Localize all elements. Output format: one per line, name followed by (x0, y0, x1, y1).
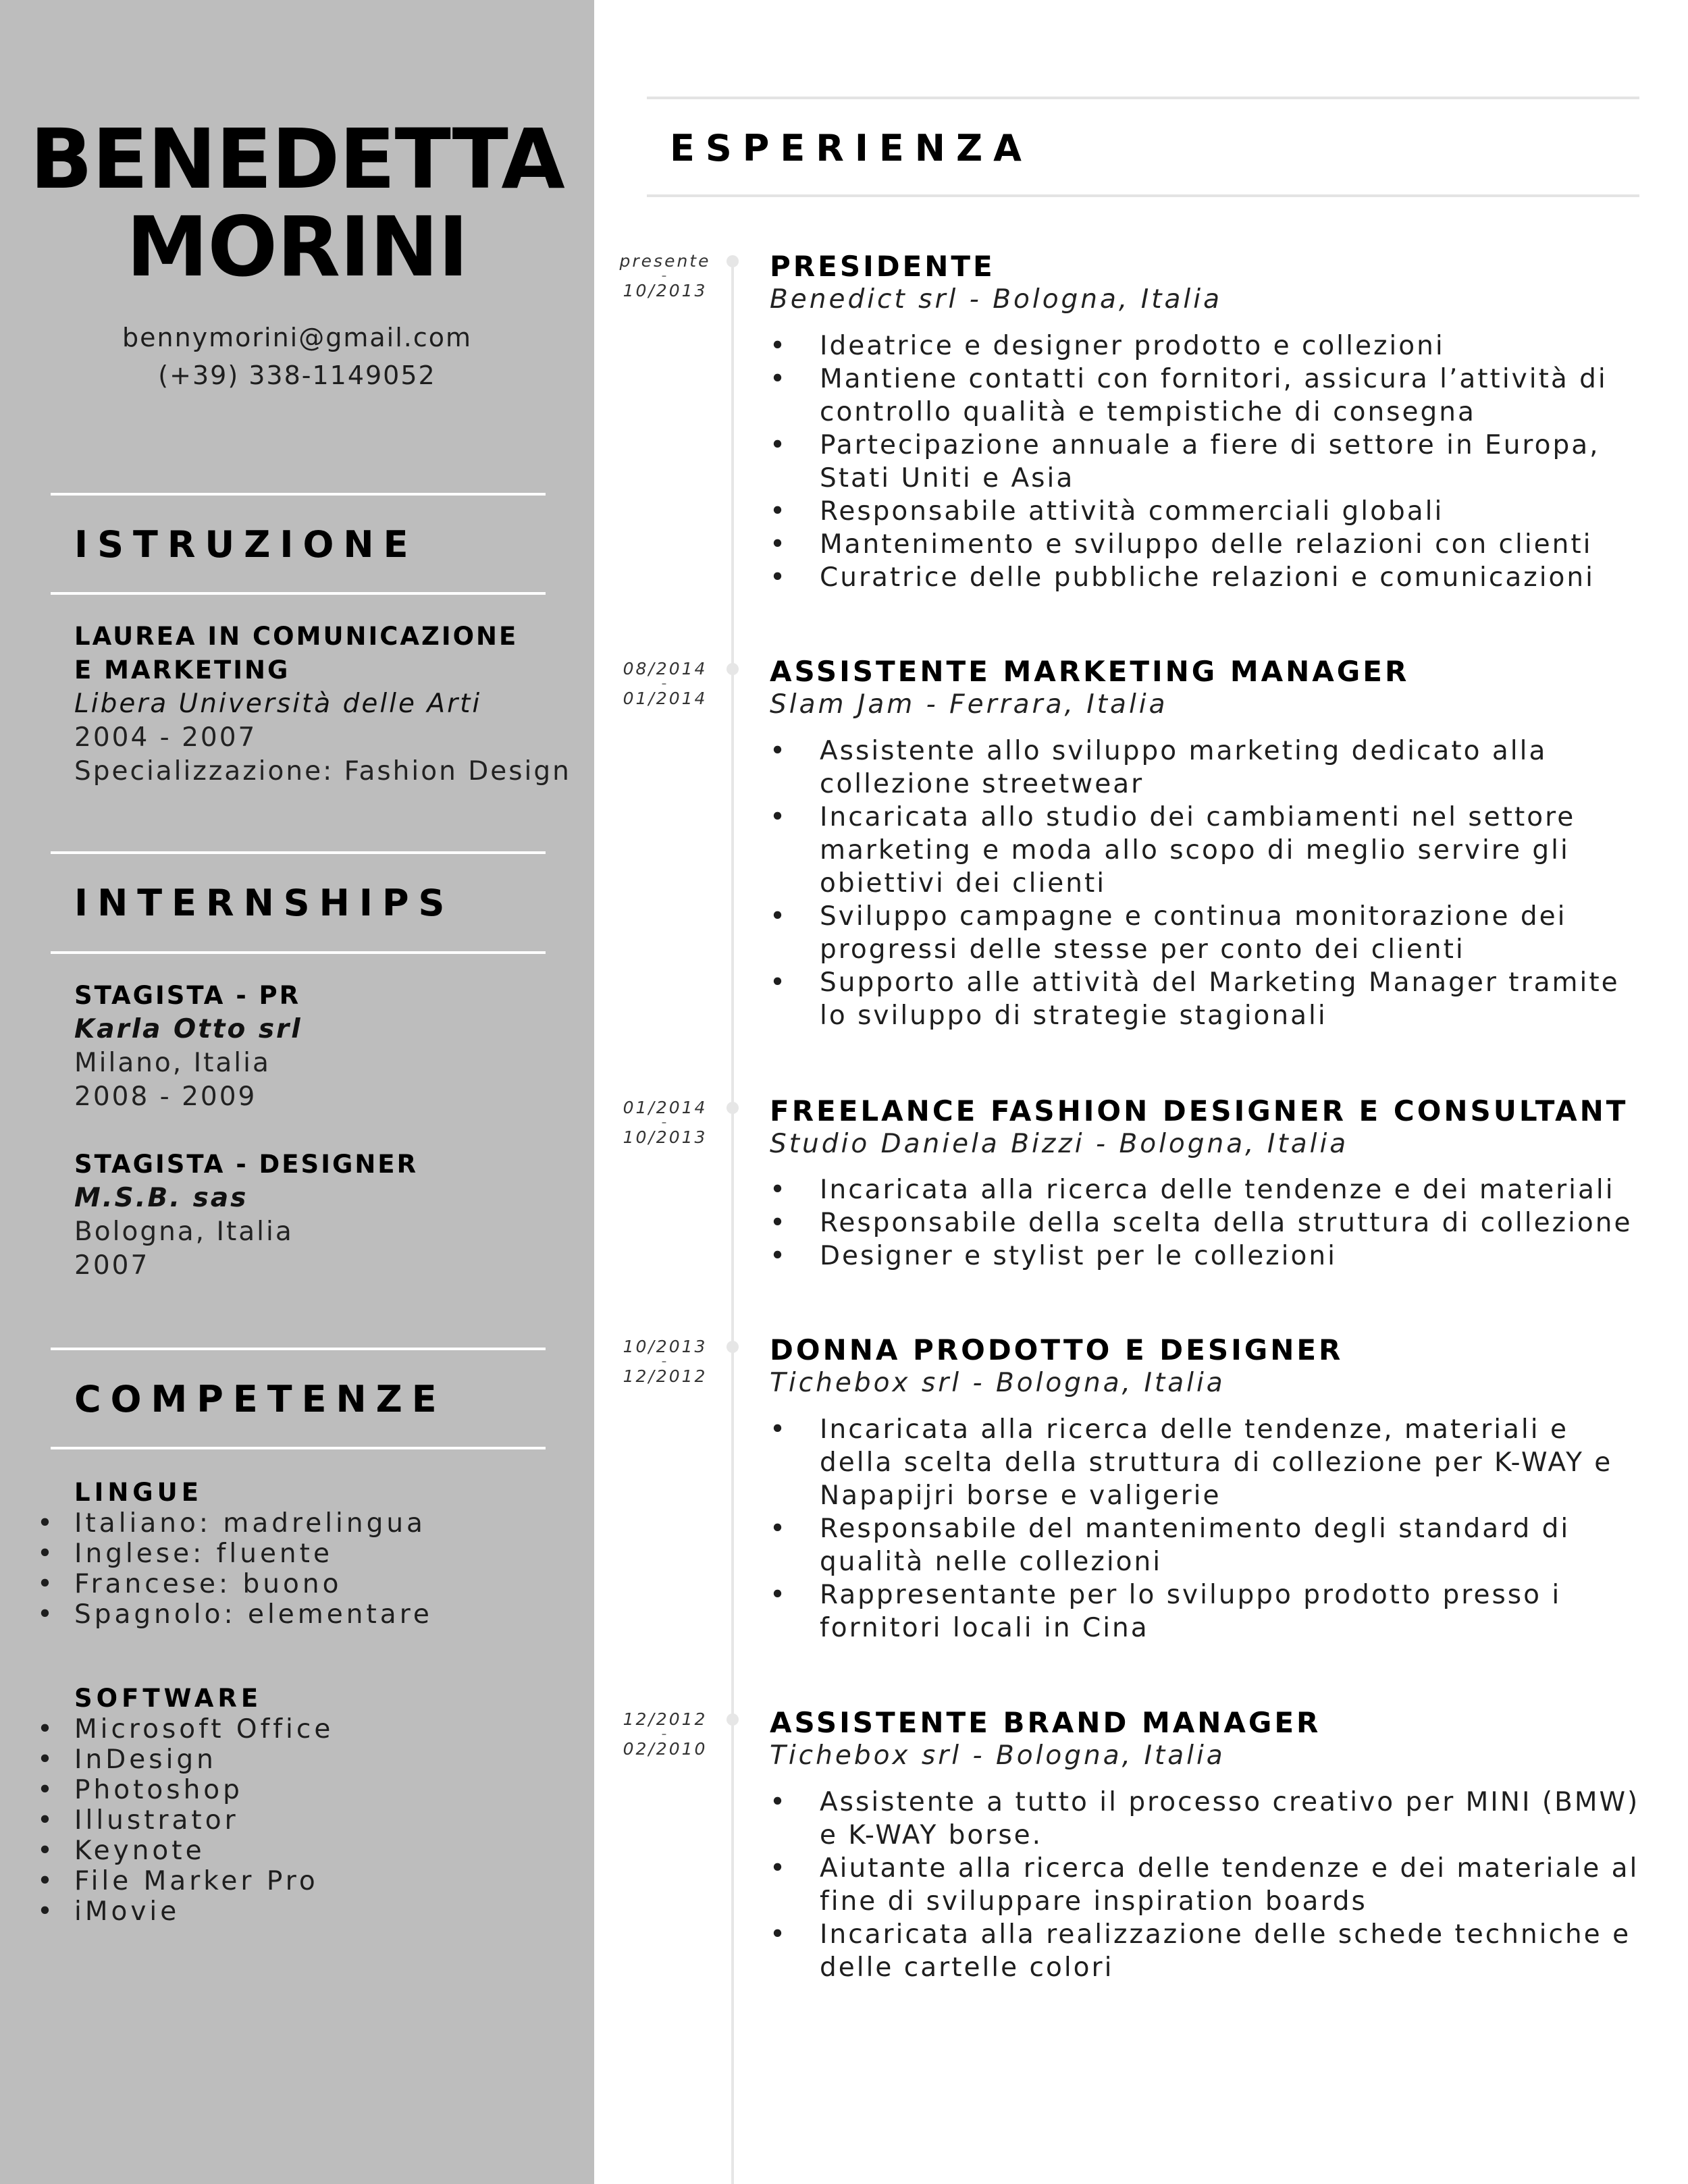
job-company: Slam Jam - Ferrara, Italia (770, 689, 1168, 720)
timeline-dot (727, 1713, 739, 1726)
list-item: • Curatrice delle pubbliche relazioni e comunicazioni (770, 561, 1647, 594)
divider (51, 1447, 546, 1449)
divider (51, 493, 546, 496)
degree-line-2: E MARKETING (74, 656, 290, 685)
date-end: 08/2014 (623, 659, 708, 678)
internship-company: Karla Otto srl (74, 1014, 302, 1044)
list-item: • Illustrator (0, 1805, 587, 1836)
date-separator: - (661, 267, 669, 284)
name-first: BENEDETTA (30, 111, 564, 207)
list-item: • Rappresentante per lo sviluppo prodotto presso i fornitori locali in Cina (770, 1578, 1647, 1645)
list-item: • Designer e stylist per le collezioni (770, 1240, 1647, 1273)
list-item: • Incaricata alla ricerca delle tendenze e dei materiali (770, 1173, 1647, 1206)
job-title: ASSISTENTE MARKETING MANAGER (770, 655, 1410, 688)
divider (51, 592, 546, 595)
job-bullets (770, 1413, 1647, 1645)
date-separator: - (661, 1114, 669, 1131)
degree-line-1: LAUREA IN COMUNICAZIONE (74, 622, 519, 651)
divider (647, 97, 1639, 99)
list-item: • Photoshop (0, 1775, 587, 1805)
list-item: • Microsoft Office (0, 1714, 587, 1744)
date-separator: - (661, 1726, 669, 1742)
internship-years: 2007 (74, 1250, 150, 1281)
list-item: • Mantenimento e sviluppo delle relazioni con clienti (770, 528, 1647, 561)
list-item: • iMovie (0, 1896, 587, 1927)
internship-years: 2008 - 2009 (74, 1082, 257, 1112)
divider (51, 951, 546, 954)
job-title: PRESIDENTE (770, 250, 995, 283)
list-item: • Incaricata alla realizzazione delle schede techniche e delle cartelle colori (770, 1918, 1647, 1984)
languages-list (0, 1508, 587, 1630)
list-item: • Assistente a tutto il processo creativo per MINI (BMW) e K-WAY borse. (770, 1786, 1647, 1852)
job-bullets (770, 1786, 1647, 1984)
list-item: • Inglese: fluente (0, 1539, 587, 1569)
list-item: • Italiano: madrelingua (0, 1508, 587, 1539)
date-start: 10/2013 (623, 281, 708, 300)
timeline-dot (727, 1102, 739, 1114)
languages-block (74, 1477, 587, 1630)
list-item: • InDesign (0, 1744, 587, 1775)
specialization: Specializzazione: Fashion Design (74, 756, 571, 787)
job-bullets (770, 1173, 1647, 1273)
phone: (+39) 338-1149052 (158, 361, 436, 390)
job-company: Tichebox srl - Bologna, Italia (770, 1368, 1225, 1398)
languages-heading: LINGUE (74, 1478, 203, 1507)
list-item: • Responsabile del mantenimento degli standard di qualità nelle collezioni (770, 1512, 1647, 1578)
internship-role: STAGISTA - DESIGNER (74, 1150, 419, 1179)
school: Libera Università delle Arti (74, 689, 482, 719)
internship-location: Bologna, Italia (74, 1217, 294, 1247)
job-title: DONNA PRODOTTO E DESIGNER (770, 1333, 1344, 1366)
job-company: Tichebox srl - Bologna, Italia (770, 1740, 1225, 1771)
list-item: • Incaricata alla ricerca delle tendenze, materiali e della scelta della struttura di collezione per K-WAY e Napapijri borse e valigerie (770, 1413, 1647, 1512)
job-title: ASSISTENTE BRAND MANAGER (770, 1706, 1321, 1739)
date-start: 02/2010 (623, 1739, 708, 1759)
education-entry (74, 620, 587, 789)
timeline-dot (727, 1341, 739, 1353)
date-separator: - (661, 675, 669, 692)
job-bullets (770, 329, 1647, 594)
date-start: 01/2014 (623, 689, 708, 708)
internships-heading: INTERNSHIPS (74, 882, 454, 924)
experience-heading: ESPERIENZA (670, 127, 1032, 169)
date-start: 10/2013 (623, 1127, 708, 1147)
date-start: 12/2012 (623, 1366, 708, 1386)
internship-company: M.S.B. sas (74, 1183, 248, 1213)
software-list (0, 1714, 587, 1927)
list-item: • File Marker Pro (0, 1866, 587, 1896)
job-dates (608, 1098, 722, 1148)
divider (51, 1348, 546, 1350)
list-item: • Supporto alle attività del Marketing Manager tramite lo sviluppo di strategie stagionali (770, 966, 1647, 1032)
date-end: presente (619, 251, 711, 271)
timeline-dot (727, 663, 739, 675)
education-heading: ISTRUZIONE (74, 523, 418, 566)
internship-role: STAGISTA - PR (74, 981, 301, 1010)
list-item: • Incaricata allo studio dei cambiamenti nel settore marketing e moda allo scopo di meglio servire gli obiettivi dei clienti (770, 801, 1647, 900)
divider (647, 194, 1639, 197)
software-block (74, 1683, 587, 1927)
job-title: FREELANCE FASHION DESIGNER E CONSULTANT (770, 1094, 1629, 1127)
list-item: • Keynote (0, 1836, 587, 1866)
internship-entry (74, 979, 587, 1114)
job-company: Studio Daniela Bizzi - Bologna, Italia (770, 1129, 1349, 1159)
skills-heading: COMPETENZE (74, 1378, 446, 1420)
list-item: • Responsabile della scelta della struttura di collezione (770, 1206, 1647, 1240)
list-item: • Partecipazione annuale a fiere di settore in Europa, Stati Uniti e Asia (770, 429, 1647, 495)
list-item: • Ideatrice e designer prodotto e collezioni (770, 329, 1647, 363)
job-company: Benedict srl - Bologna, Italia (770, 284, 1222, 315)
job-dates (608, 659, 722, 709)
software-heading: SOFTWARE (74, 1684, 263, 1713)
job-bullets (770, 735, 1647, 1032)
list-item: • Mantiene contatti con fornitori, assicura l’attività di controllo qualità e tempistiche di consegna (770, 363, 1647, 429)
name-last: MORINI (126, 199, 468, 295)
list-item: • Responsabile attività commerciali globali (770, 495, 1647, 528)
timeline-dot (727, 255, 739, 267)
list-item: • Aiutante alla ricerca delle tendenze e dei materiale al fine di sviluppare inspiration boards (770, 1852, 1647, 1918)
education-years: 2004 - 2007 (74, 722, 257, 753)
timeline-line (731, 257, 734, 2184)
date-end: 10/2013 (623, 1337, 708, 1356)
sidebar (0, 0, 594, 2184)
list-item: • Francese: buono (0, 1569, 587, 1599)
job-dates (608, 1709, 722, 1759)
list-item: • Spagnolo: elementare (0, 1599, 587, 1630)
email: bennymorini@gmail.com (122, 323, 473, 352)
internship-entry (74, 1148, 587, 1283)
date-end: 12/2012 (623, 1709, 708, 1729)
job-dates (608, 1337, 722, 1387)
date-separator: - (661, 1353, 669, 1370)
job-dates (608, 251, 722, 301)
divider (51, 851, 546, 854)
list-item: • Sviluppo campagne e continua monitorazione dei progressi delle stesse per conto dei clienti (770, 900, 1647, 966)
date-end: 01/2014 (623, 1098, 708, 1117)
internship-location: Milano, Italia (74, 1048, 271, 1078)
list-item: • Assistente allo sviluppo marketing dedicato alla collezione streetwear (770, 735, 1647, 801)
